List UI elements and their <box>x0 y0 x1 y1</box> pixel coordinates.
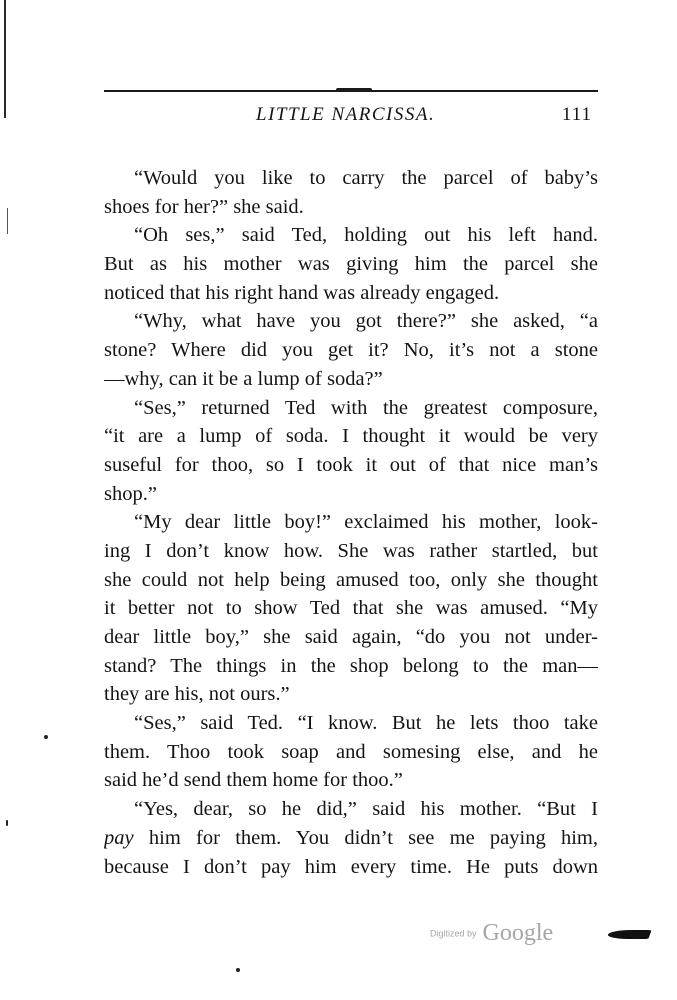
text-line: “Ses,” said Ted. “I know. But he lets thoo take <box>134 712 598 735</box>
text-line: because I don’t pay him every time. He puts down <box>104 855 598 878</box>
text-line: “Yes, dear, so he did,” said his mother. “But I <box>134 798 598 821</box>
text-line: stone? Where did you get it? No, it’s not a stone <box>104 339 598 362</box>
text-line-with-emphasis <box>104 824 598 853</box>
scan-speck <box>6 820 8 826</box>
scan-edge-line <box>4 0 6 118</box>
digitized-watermark <box>430 920 553 947</box>
page-number: 111 <box>561 104 592 125</box>
text-line: “Ses,” returned Ted with the greatest composure, <box>134 396 598 419</box>
text-line: “Would you like to carry the parcel of baby’s <box>134 167 598 189</box>
text-line: —why, can it be a lump of soda?” <box>104 367 383 390</box>
scan-speck <box>44 735 48 739</box>
text-line: “Why, what have you got there?” she asked, “a <box>134 310 598 333</box>
scan-speck <box>236 968 240 972</box>
running-title: LITTLE NARCISSA. <box>256 104 436 125</box>
text-line: shoes for her?” she said. <box>104 195 304 218</box>
text-line: them. Thoo took soap and somesing else, and he <box>104 740 598 763</box>
text-line: said he’d send them home for thoo.” <box>104 769 403 792</box>
text-line: it better not to show Ted that she was amused. “My <box>104 597 598 620</box>
text-line: “Oh ses,” said Ted, holding out his left hand. <box>134 224 598 247</box>
text-line: she could not help being amused too, only she thought <box>104 568 598 591</box>
running-head <box>104 104 598 132</box>
header-rule-ornament <box>336 88 372 92</box>
scan-edge-mark <box>7 208 8 234</box>
scan-thumb-mark <box>606 930 651 939</box>
text-line: “My dear little boy!” exclaimed his mother, look- <box>134 511 598 534</box>
text-line: they are his, not ours.” <box>104 683 290 706</box>
digitized-prefix: Digitized by <box>430 928 477 939</box>
text-line: stand? The things in the shop belong to the man— <box>104 654 598 677</box>
text-line: shop.” <box>104 482 157 505</box>
text-line: suseful for thoo, so I took it out of that nice man’s <box>104 453 598 476</box>
emphasized-word: pay <box>104 826 134 849</box>
text-line: noticed that his right hand was already engaged. <box>104 281 500 304</box>
page-body <box>104 164 598 881</box>
google-logo: Google <box>482 920 554 946</box>
text-line-rest: him for them. You didn’t see me paying him, <box>148 826 598 849</box>
text-line: dear little boy,” she said again, “do you not under- <box>104 626 598 648</box>
text-line: But as his mother was giving him the parcel she <box>104 253 598 276</box>
text-line: “it are a lump of soda. I thought it would be very <box>104 425 598 448</box>
text-line: ing I don’t know how. She was rather startled, but <box>104 539 598 562</box>
